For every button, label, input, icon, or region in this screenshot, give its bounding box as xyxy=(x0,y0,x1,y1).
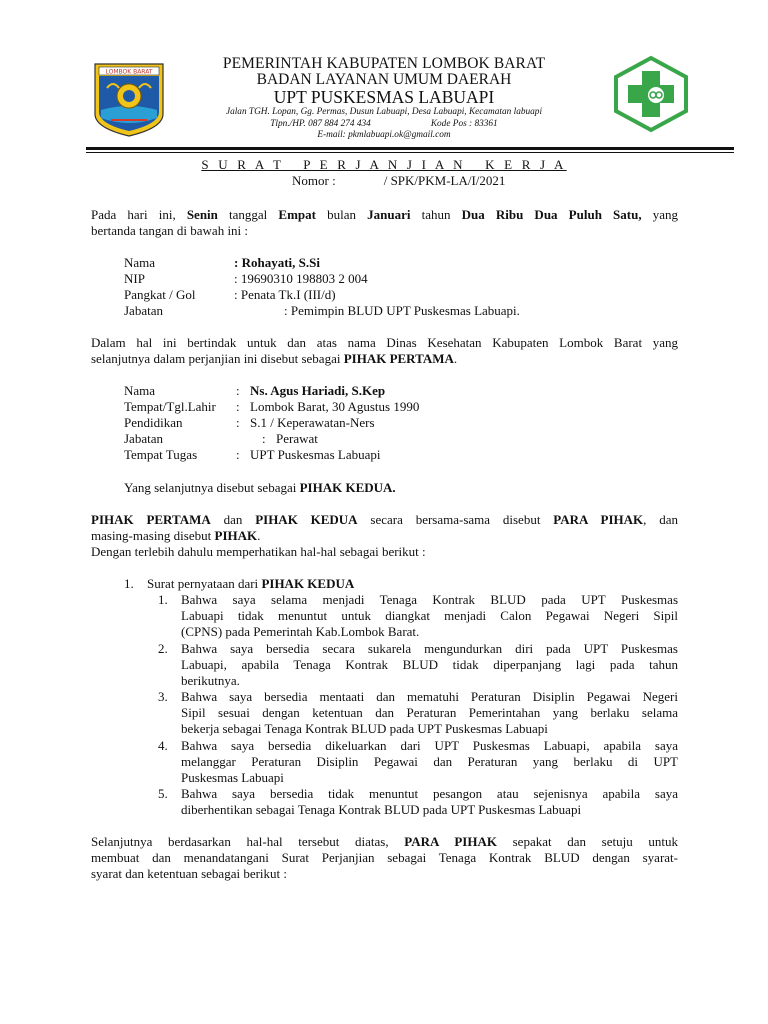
address-line: Jalan TGH. Lopan, Gg. Permas, Dusun Labuapi, Desa Labuapi, Kecamatan labuapi xyxy=(225,107,543,117)
pihak2-name: Ns. Agus Hariadi, S.Kep xyxy=(250,383,386,398)
nomor-label: Nomor : xyxy=(292,173,336,188)
nomor-value: / SPK/PKM-LA/I/2021 xyxy=(383,173,506,188)
pihak2-desc: Yang selanjutnya disebut sebagai PIHAK KEDUA. xyxy=(124,480,396,495)
subitem-5: Bahwa saya bersedia tidak menuntut pesangon atau sejenisnya apabila saya diberhentikan sebagai Tenaga Kontrak BLUD pada UPT Puskesmas Labuapi xyxy=(181,786,678,817)
subitem-4: Bahwa saya bersedia dikeluarkan dari UPT Puskesmas Labuapi, apabila saya melanggar Peraturan Disiplin Pegawai dan Peraturan yang berlaku di UPT Puskesmas Labuapi xyxy=(181,738,678,785)
month-name: Januari xyxy=(367,207,411,222)
letterhead-rule-thick xyxy=(86,147,734,150)
year-words: Dua Ribu Dua Puluh Satu, xyxy=(461,207,642,222)
pihak2-row-nama: Nama : Ns. Agus Hariadi, S.Kep xyxy=(124,383,386,398)
pihak-pertama-term: PIHAK PERTAMA xyxy=(343,351,454,366)
para-pihak-term: PARA PIHAK xyxy=(553,512,644,527)
list-heading-1: Surat pernyataan dari PIHAK KEDUA xyxy=(147,576,355,591)
pihak2-row-ttl: Tempat/Tgl.Lahir : Lombok Barat, 30 Agustus 1990 xyxy=(124,399,420,414)
para-pihak-line-3: Dengan terlebih dahulu memperhatikan hal-hal sebagai berikut : xyxy=(91,544,426,559)
letterhead xyxy=(170,56,598,142)
email-line: E-mail: pkmlabuapi.ok@gmail.com xyxy=(317,130,451,140)
subitem-number: 3. xyxy=(158,689,168,704)
crest-banner-text: LOMBOK BARAT xyxy=(105,68,153,76)
contact-line xyxy=(170,119,598,131)
puskesmas-cross-logo xyxy=(612,55,690,133)
pihak1-row-pangkat: Pangkat / Gol : Penata Tk.I (III/d) xyxy=(124,287,336,302)
agency-name: BADAN LAYANAN UMUM DAERAH xyxy=(256,71,512,88)
subitem-number: 4. xyxy=(158,738,168,753)
closing-line-1: Selanjutnya berdasarkan hal-hal tersebut diatas, PARA PIHAK sepakat dan setuju untuk xyxy=(91,834,678,849)
subitem-number: 2. xyxy=(158,641,168,656)
postal-code-text: Kode Pos : 83361 xyxy=(430,118,498,129)
pihak1-row-nama: Nama : Rohayati, S.Si xyxy=(124,255,320,270)
subitem-1: Bahwa saya selama menjadi Tenaga Kontrak BLUD pada UPT Puskesmas Labuapi tidak menuntut untuk diangkat menjadi Calon Pegawai Negeri Sipil (CPNS) pada Pemerintah Kab.Lombok Barat. xyxy=(181,592,678,639)
document-title: S U R A T P E R J A N J I A N K E R J A xyxy=(201,157,567,172)
institution-name: UPT PUSKESMAS LABUAPI xyxy=(273,87,495,107)
pihak1-row-jabatan: Jabatan : Pemimpin BLUD UPT Puskesmas Labuapi. xyxy=(124,303,520,318)
closing-line-2: membuat dan menandatangani Surat Perjanjian sebagai Tenaga Kontrak BLUD dengan syarat- xyxy=(91,850,678,865)
pihak1-row-nip: NIP : 19690310 198803 2 004 xyxy=(124,271,368,286)
subitem-number: 5. xyxy=(158,786,168,801)
pihak-kedua-term: PIHAK KEDUA. xyxy=(299,480,396,495)
pihak2-row-pendidikan: Pendidikan : S.1 / Keperawatan-Ners xyxy=(124,415,375,430)
letterhead-rule-thin xyxy=(86,152,734,153)
subitem-3: Bahwa saya bersedia mentaati dan mematuhi Peraturan Disiplin Pegawai Negeri Sipil sesuai dengan ketentuan dan Peraturan Pemerintahan yang berlaku selama bekerja sebagai Tenaga Kontrak BLUD pada UPT Puskesmas Labuapi xyxy=(181,689,678,736)
phone-text: Tlpn./HP. 087 884 274 434 xyxy=(270,118,371,129)
pihak1-desc-line-2: selanjutnya dalam perjanjian ini disebut sebagai PIHAK PERTAMA. xyxy=(91,351,458,366)
para-pihak-line-2: masing-masing disebut PIHAK. xyxy=(91,528,261,543)
day-name: Senin xyxy=(186,207,218,222)
closing-line-3: syarat dan ketentuan sebagai berikut : xyxy=(91,866,288,881)
government-name: PEMERINTAH KABUPATEN LOMBOK BARAT xyxy=(222,55,546,72)
intro-line-1: Pada hari ini, Senin tanggal Empat bulan Januari tahun Dua Ribu Dua Puluh Satu, yang xyxy=(91,207,678,222)
intro-line-2: bertanda tangan di bawah ini : xyxy=(91,223,249,238)
para-pihak-line-1: PIHAK PERTAMA dan PIHAK KEDUA secara bersama-sama disebut PARA PIHAK, dan xyxy=(91,512,678,527)
pihak2-row-tempat-tugas: Tempat Tugas : UPT Puskesmas Labuapi xyxy=(124,447,381,462)
subitem-2: Bahwa saya bersedia secara sukarela mengundurkan diri pada UPT Puskesmas Labuapi, apabila Tenaga Kontrak BLUD tidak diperpanjang lagi pada tahun berikutnya. xyxy=(181,641,678,688)
lombok-barat-crest-logo xyxy=(93,62,165,138)
pihak2-row-jabatan: Jabatan : Perawat xyxy=(124,431,318,446)
subitem-number: 1. xyxy=(158,592,168,607)
document-number xyxy=(292,173,505,189)
pihak1-desc-line-1: Dalam hal ini bertindak untuk dan atas nama Dinas Kesehatan Kabupaten Lombok Barat yang xyxy=(91,335,678,350)
pihak1-name: : Rohayati, S.Si xyxy=(234,255,320,270)
list-number-1: 1. xyxy=(124,576,134,591)
date-words: Empat xyxy=(278,207,316,222)
